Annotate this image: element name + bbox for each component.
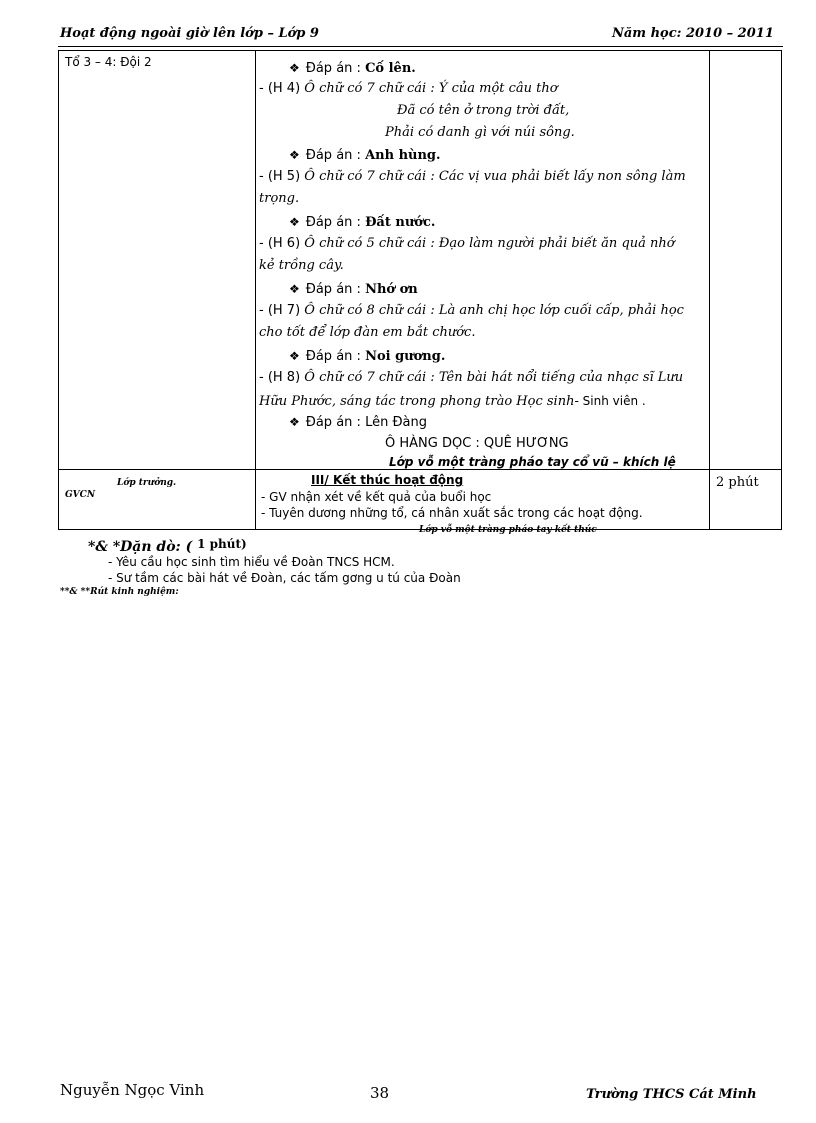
verse-line: Đã có tên ở trong trời đất, [397, 103, 570, 118]
homework-item-1: - Yêu cầu học sinh tìm hiểu về Đoàn TNCS HCM. [108, 555, 395, 569]
question-continuation: Hữu Phước, sáng tác trong phong trào Học sinh- Sinh viên . [259, 394, 646, 409]
question-line: - (H 4) Ô chữ có 7 chữ cái : Ý của một câu thơ [259, 81, 558, 96]
footer-author: Nguyễn Ngọc Vinh [60, 1081, 205, 1099]
header-right: Năm học: 2010 – 2011 [612, 26, 774, 41]
header-left: Hoạt động ngoài giờ lên lớp – Lớp 9 [60, 26, 319, 41]
footer-school: Trường THCS Cát Minh [586, 1087, 757, 1102]
diamond-bullet-icon: ❖ [289, 282, 300, 296]
footer-page-number: 38 [370, 1084, 390, 1102]
diamond-bullet-icon: ❖ [289, 148, 300, 162]
question-line: - (H 5) Ô chữ có 7 chữ cái : Các vị vua phải biết lấy non sông làm [259, 169, 686, 184]
diamond-bullet-icon: ❖ [289, 61, 300, 75]
question-line: - (H 8) Ô chữ có 7 chữ cái : Tên bài hát nổi tiếng của nhạc sĩ Lưu [259, 370, 684, 385]
answer-line: ❖ Đáp án : Noi gương. [289, 349, 446, 364]
clap-note: Lớp vỗ một tràng pháo tay cổ vũ – khích lệ [389, 455, 676, 469]
question-line: - (H 7) Ô chữ có 8 chữ cái : Là anh chị học lớp cuối cấp, phải học [259, 303, 684, 318]
answer-line: ❖ Đáp án : Cố lên. [289, 61, 416, 76]
diamond-bullet-icon: ❖ [289, 215, 300, 229]
hang-doc-answer: Ô HÀNG DỌC : QUÊ HƯƠNG [385, 436, 569, 451]
answer-line: ❖ Đáp án : Đất nước. [289, 215, 436, 230]
homeroom-teacher-label: GVCN [65, 490, 96, 500]
diamond-bullet-icon: ❖ [289, 349, 300, 363]
verse-line: Phải có danh gì với núi sông. [385, 125, 575, 140]
header-rule [58, 46, 783, 47]
section-title: III/ Kết thúc hoạt động [311, 473, 464, 487]
question-continuation: kẻ trồng cây. [259, 258, 344, 273]
question-line: - (H 6) Ô chữ có 5 chữ cái : Đạo làm người phải biết ăn quả nhớ [259, 236, 675, 251]
time-cell: 2 phút [716, 475, 759, 490]
homework-title: *& *Dặn dò: ( 1 phút) [88, 537, 247, 555]
team-label: Tổ 3 – 4: Đội 2 [65, 55, 152, 69]
question-continuation: trọng. [259, 191, 300, 206]
answer-line: ❖ Đáp án : Nhớ ơn [289, 282, 418, 297]
section-line-2: - Tuyên dương những tổ, cá nhân xuất sắc trong các hoạt động. [261, 506, 643, 520]
column-divider-1 [255, 51, 256, 529]
diamond-bullet-icon: ❖ [289, 415, 300, 429]
column-divider-2 [709, 51, 710, 529]
homework-item-2: - Sư tầm các bài hát về Đoàn, các tấm gơng u tú của Đoàn [108, 571, 461, 585]
answer-line: ❖ Đáp án : Lên Đàng [289, 415, 427, 430]
class-monitor-label: Lớp trưởng. [117, 478, 177, 488]
activity-table [58, 50, 782, 535]
experience-label: **& **Rút kinh nghiệm: [60, 587, 179, 597]
section-line-1: - GV nhận xét về kết quả của buổi học [261, 490, 492, 504]
closing-note: Lớp vỗ một tràng pháo tay kết thúc [419, 525, 597, 535]
answer-line: ❖ Đáp án : Anh hùng. [289, 148, 441, 163]
question-continuation: cho tốt để lớp đàn em bắt chước. [259, 325, 476, 340]
